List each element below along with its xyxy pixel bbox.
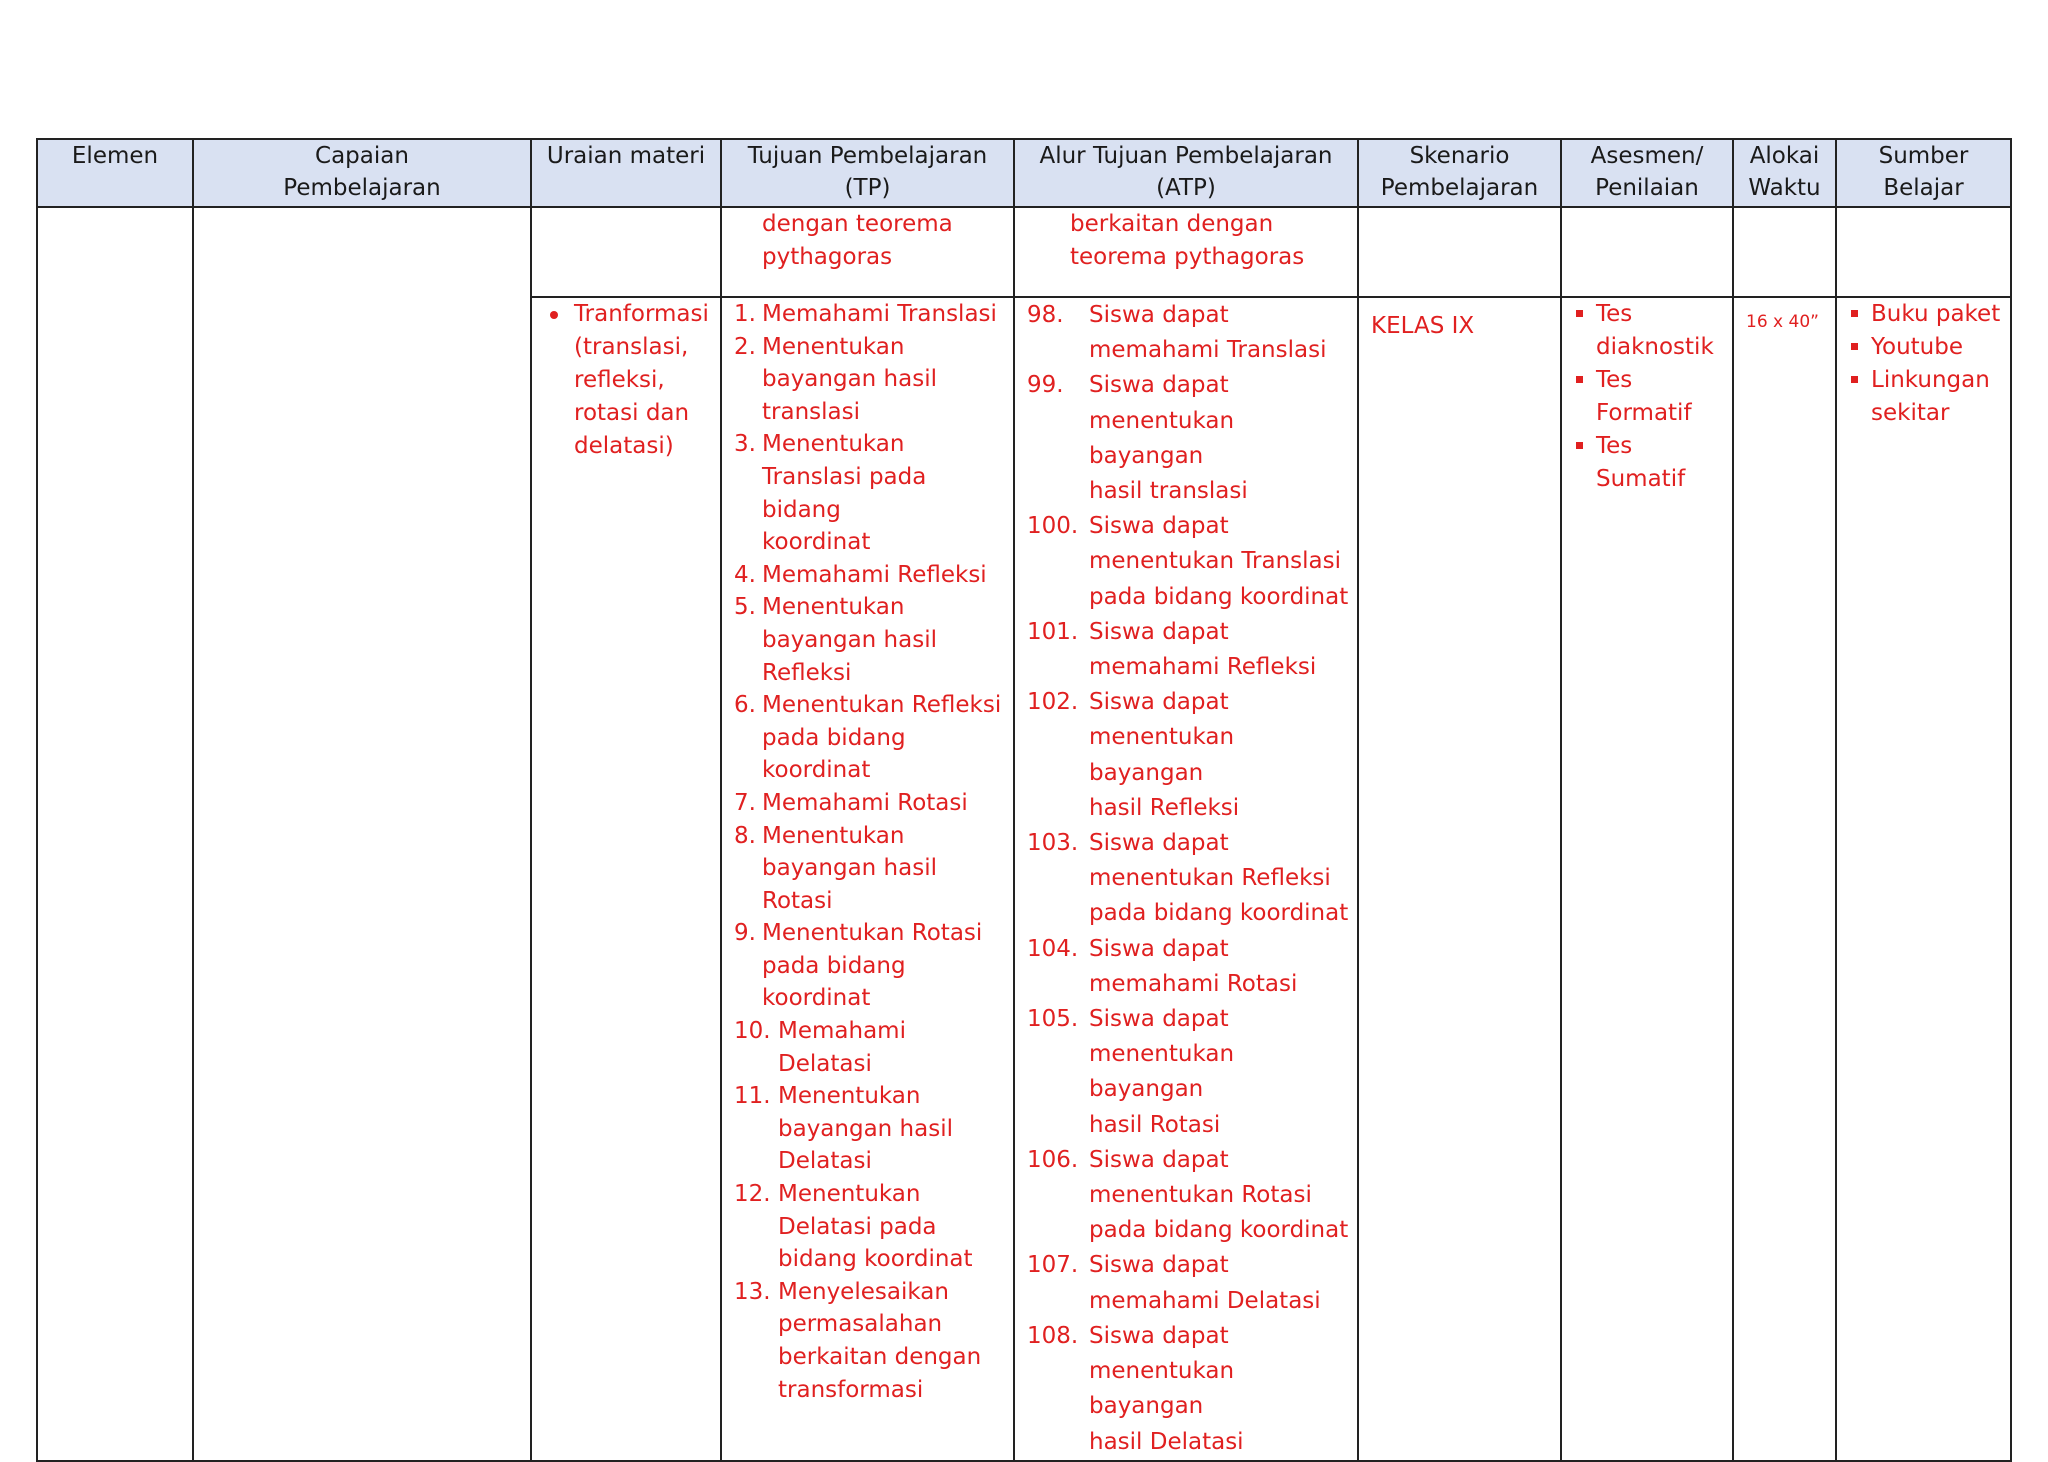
text-line: memahami Rotasi [1089, 970, 1298, 997]
elemen-cell [37, 207, 193, 1461]
text-line: Siswa dapat [1089, 830, 1229, 857]
text-line: bidang koordinat [778, 1246, 973, 1273]
tp-list [722, 298, 1013, 1406]
text-line: Siswa dapat [1089, 1146, 1229, 1173]
text-line: bayangan hasil [778, 1115, 953, 1142]
text-line: permasalahan [778, 1311, 943, 1338]
uraian-list [532, 298, 720, 463]
atp-item-number: 105. [1027, 1006, 1079, 1033]
atp-item-number: 99. [1027, 372, 1064, 399]
skenario-cont-cell [1358, 207, 1561, 297]
atp-item [1027, 685, 1351, 826]
text-line: Linkungan [1871, 367, 1990, 393]
text-line: Tes [1596, 301, 1633, 327]
atp-list [1015, 298, 1357, 1460]
sumber-item [1851, 298, 2004, 331]
text-line: hasil translasi [1089, 478, 1248, 505]
square-bullet-icon [1576, 442, 1583, 449]
text-line: pada bidang koordinat [1089, 583, 1349, 610]
text-line: Memahami Refleksi [762, 561, 987, 588]
sumber-cell [1836, 297, 2011, 1461]
text-line: Menentukan [762, 431, 905, 458]
text-line: Capaian [315, 143, 409, 169]
alokasi-waktu-text: 16 x 40” [1746, 312, 1819, 332]
tp-cell [721, 297, 1014, 1461]
atp-item-number: 104. [1027, 935, 1079, 962]
text-line: Delatasi [778, 1148, 872, 1175]
text-line: Siswa dapat [1089, 1252, 1229, 1279]
atp-item-number: 108. [1027, 1322, 1079, 1349]
text-line: translasi [762, 398, 860, 425]
text-line: Memahami Rotasi [762, 789, 968, 816]
asesmen-list [1562, 298, 1732, 496]
header-asesmen-penilaian [1561, 139, 1733, 207]
tp-item [734, 689, 1007, 787]
tp-item-number: 6. [734, 692, 756, 719]
tp-item-number: 5. [734, 594, 756, 621]
alokasi-cell [1733, 297, 1836, 1461]
asesmen-item [1576, 298, 1726, 364]
header-alur-tujuan-pembelajaran [1014, 139, 1358, 207]
text-line: Waktu [1748, 175, 1821, 201]
text-line: Siswa dapat [1089, 302, 1229, 328]
text-line: (translasi, [574, 334, 689, 360]
text-line: menentukan bayangan [1089, 1041, 1235, 1103]
atp-item-number: 100. [1027, 513, 1079, 540]
sumber-list [1837, 298, 2010, 430]
tp-item-number: 7. [734, 789, 756, 816]
text-line: pada bidang [762, 952, 906, 979]
text-line: dengan teorema [762, 211, 953, 237]
asesmen-cont-cell [1561, 207, 1733, 297]
atp-cell [1014, 297, 1358, 1461]
atp-item-number: 103. [1027, 830, 1079, 857]
tp-item-number: 2. [734, 333, 756, 360]
tp-item [734, 298, 1007, 331]
text-line: Menentukan [778, 1083, 921, 1110]
header-uraian-materi [531, 139, 721, 207]
header-alokasi-waktu [1733, 139, 1836, 207]
text-line: berkaitan dengan [778, 1344, 982, 1370]
text-line: Menentukan [762, 594, 905, 621]
square-bullet-icon [1576, 310, 1583, 317]
tp-item-number: 10. [734, 1018, 771, 1045]
tp-item [734, 1015, 1007, 1080]
text-line: bayangan hasil [762, 626, 937, 653]
text-line: menentukan bayangan [1089, 724, 1235, 786]
atp-item-number: 98. [1027, 302, 1064, 328]
continuation-row [37, 207, 2011, 297]
header-skenario-pembelajaran [1358, 139, 1561, 207]
text-line: Menyelesaikan [778, 1278, 949, 1305]
tp-item-number: 9. [734, 920, 756, 947]
sumber-item [1851, 364, 2004, 430]
text-line: (TP) [844, 175, 891, 201]
atp-item [1027, 368, 1351, 509]
text-line: transformasi [778, 1376, 924, 1403]
atp-table [36, 138, 2012, 1462]
text-line: Belajar [1883, 175, 1964, 201]
text-line: koordinat [762, 529, 871, 556]
tp-item-number: 12. [734, 1181, 771, 1208]
text-line: Youtube [1871, 334, 1963, 360]
text-line: memahami Refleksi [1089, 654, 1317, 681]
asesmen-cell [1561, 297, 1733, 1461]
text-line: menentukan bayangan [1089, 1358, 1235, 1420]
text-line: Siswa dapat [1089, 689, 1229, 716]
asesmen-item [1576, 364, 1726, 430]
atp-item [1027, 615, 1351, 685]
atp-item [1027, 1248, 1351, 1318]
text-line: pythagoras [762, 244, 893, 270]
text-line: koordinat [762, 757, 871, 784]
text-line: Siswa dapat [1089, 1006, 1229, 1033]
text-line: Formatif [1596, 400, 1692, 426]
text-line: pada bidang [762, 724, 906, 751]
header-sumber-belajar [1836, 139, 2011, 207]
atp-cont-cell [1014, 207, 1358, 297]
atp-item-number: 102. [1027, 689, 1079, 716]
square-bullet-icon [1851, 310, 1858, 317]
header-tujuan-pembelajaran [721, 139, 1014, 207]
atp-item-number: 106. [1027, 1146, 1079, 1173]
text-line: Uraian materi [546, 143, 706, 169]
text-line: Tes [1596, 367, 1633, 393]
skenario-cell [1358, 297, 1561, 1461]
header-elemen [37, 139, 193, 207]
text-line: Menentukan [762, 822, 905, 849]
text-line: koordinat [762, 985, 871, 1012]
text-line: menentukan Rotasi [1089, 1182, 1312, 1209]
text-line: delatasi) [574, 433, 674, 459]
atp-item [1027, 932, 1351, 1002]
tp-item [734, 820, 1007, 918]
atp-item [1027, 298, 1351, 368]
text-line: Memahami Delatasi [778, 1018, 906, 1077]
atp-item-number: 107. [1027, 1252, 1079, 1279]
text-line: Alokai [1749, 143, 1820, 169]
skenario-text: KELAS IX [1371, 313, 1475, 339]
tp-item [734, 331, 1007, 429]
text-line: teorema pythagoras [1070, 244, 1305, 270]
text-line: menentukan bayangan [1089, 407, 1235, 469]
text-line: pada bidang koordinat [1089, 1217, 1349, 1244]
text-line: Siswa dapat [1089, 1322, 1229, 1349]
text-line: Tranformasi [574, 301, 709, 327]
text-line: Buku paket [1871, 301, 2001, 327]
text-line: menentukan Translasi [1089, 548, 1341, 575]
alokasi-cont-cell [1733, 207, 1836, 297]
tp-item [734, 917, 1007, 1015]
text-line: Menentukan Rotasi [762, 920, 983, 947]
tp-cont-cell [721, 207, 1014, 297]
text-line: Tujuan Pembelajaran [747, 143, 988, 169]
text-line: menentukan Refleksi [1089, 865, 1331, 892]
tp-item-number: 13. [734, 1278, 771, 1305]
tp-item-number: 8. [734, 822, 756, 849]
square-bullet-icon [1851, 343, 1858, 350]
text-line: Sumatif [1596, 466, 1686, 492]
atp-continuation-text [1015, 208, 1357, 274]
text-line: hasil Rotasi [1089, 1111, 1221, 1138]
tp-item [734, 1080, 1007, 1178]
atp-item [1027, 1319, 1351, 1460]
text-line: berkaitan dengan [1070, 211, 1274, 237]
text-line: Skenario [1409, 143, 1510, 169]
atp-item [1027, 1002, 1351, 1143]
uraian-item [546, 298, 714, 463]
atp-item-number: 101. [1027, 618, 1079, 645]
tp-item [734, 559, 1007, 592]
text-line: Delatasi pada [778, 1213, 937, 1240]
atp-item [1027, 509, 1351, 615]
text-line: sekitar [1871, 400, 1950, 426]
sumber-item [1851, 331, 2004, 364]
tp-item-number: 11. [734, 1083, 771, 1110]
tp-continuation-text [722, 208, 1013, 274]
text-line: Pembelajaran [283, 175, 441, 201]
text-line: bayangan hasil [762, 366, 937, 393]
text-line: bayangan hasil Rotasi [762, 855, 937, 914]
tp-item-number: 4. [734, 561, 756, 588]
bullet-icon [550, 311, 558, 319]
square-bullet-icon [1851, 376, 1858, 383]
asesmen-item [1576, 430, 1726, 496]
tp-item [734, 591, 1007, 689]
capaian-cell [193, 207, 531, 1461]
text-line: Menentukan Refleksi [762, 692, 1002, 719]
text-line: refleksi, [574, 367, 665, 393]
atp-item [1027, 826, 1351, 932]
text-line: Penilaian [1595, 175, 1699, 201]
text-line: Pembelajaran [1380, 175, 1539, 201]
text-line: Asesmen/ [1590, 143, 1704, 169]
uraian-cell [531, 297, 721, 1461]
text-line: Memahami Translasi [762, 301, 997, 327]
text-line: pada bidang koordinat [1089, 900, 1349, 927]
text-line: Alur Tujuan Pembelajaran [1039, 143, 1333, 169]
text-line: memahami Translasi [1089, 337, 1327, 364]
header-row [37, 139, 2011, 207]
text-line: Sumber [1878, 143, 1969, 169]
tp-item [734, 787, 1007, 820]
header-capaian-pembelajaran [193, 139, 531, 207]
text-line: Siswa dapat [1089, 372, 1229, 399]
square-bullet-icon [1576, 376, 1583, 383]
text-line: memahami Delatasi [1089, 1287, 1321, 1314]
text-line: hasil Delatasi [1089, 1428, 1244, 1455]
text-line: (ATP) [1156, 175, 1216, 201]
text-line: Siswa dapat [1089, 513, 1229, 540]
text-line: Refleksi [762, 659, 852, 686]
text-line: diaknostik [1596, 334, 1714, 360]
tp-item [734, 1276, 1007, 1406]
text-line: Siswa dapat [1089, 618, 1229, 645]
text-line: Translasi pada bidang [762, 463, 927, 523]
text-line: hasil Refleksi [1089, 794, 1240, 821]
text-line: Siswa dapat [1089, 935, 1229, 962]
text-line: Tes [1596, 433, 1633, 459]
uraian-cont-cell [531, 207, 721, 297]
tp-item [734, 1178, 1007, 1276]
text-line: Elemen [71, 143, 159, 169]
sumber-cont-cell [1836, 207, 2011, 297]
tp-item [734, 428, 1007, 558]
text-line: Menentukan [778, 1181, 921, 1208]
tp-item-number: 3. [734, 431, 756, 458]
atp-item [1027, 1143, 1351, 1249]
tp-item-number: 1. [734, 301, 756, 327]
text-line: Menentukan [762, 333, 905, 360]
text-line: rotasi dan [574, 400, 690, 426]
